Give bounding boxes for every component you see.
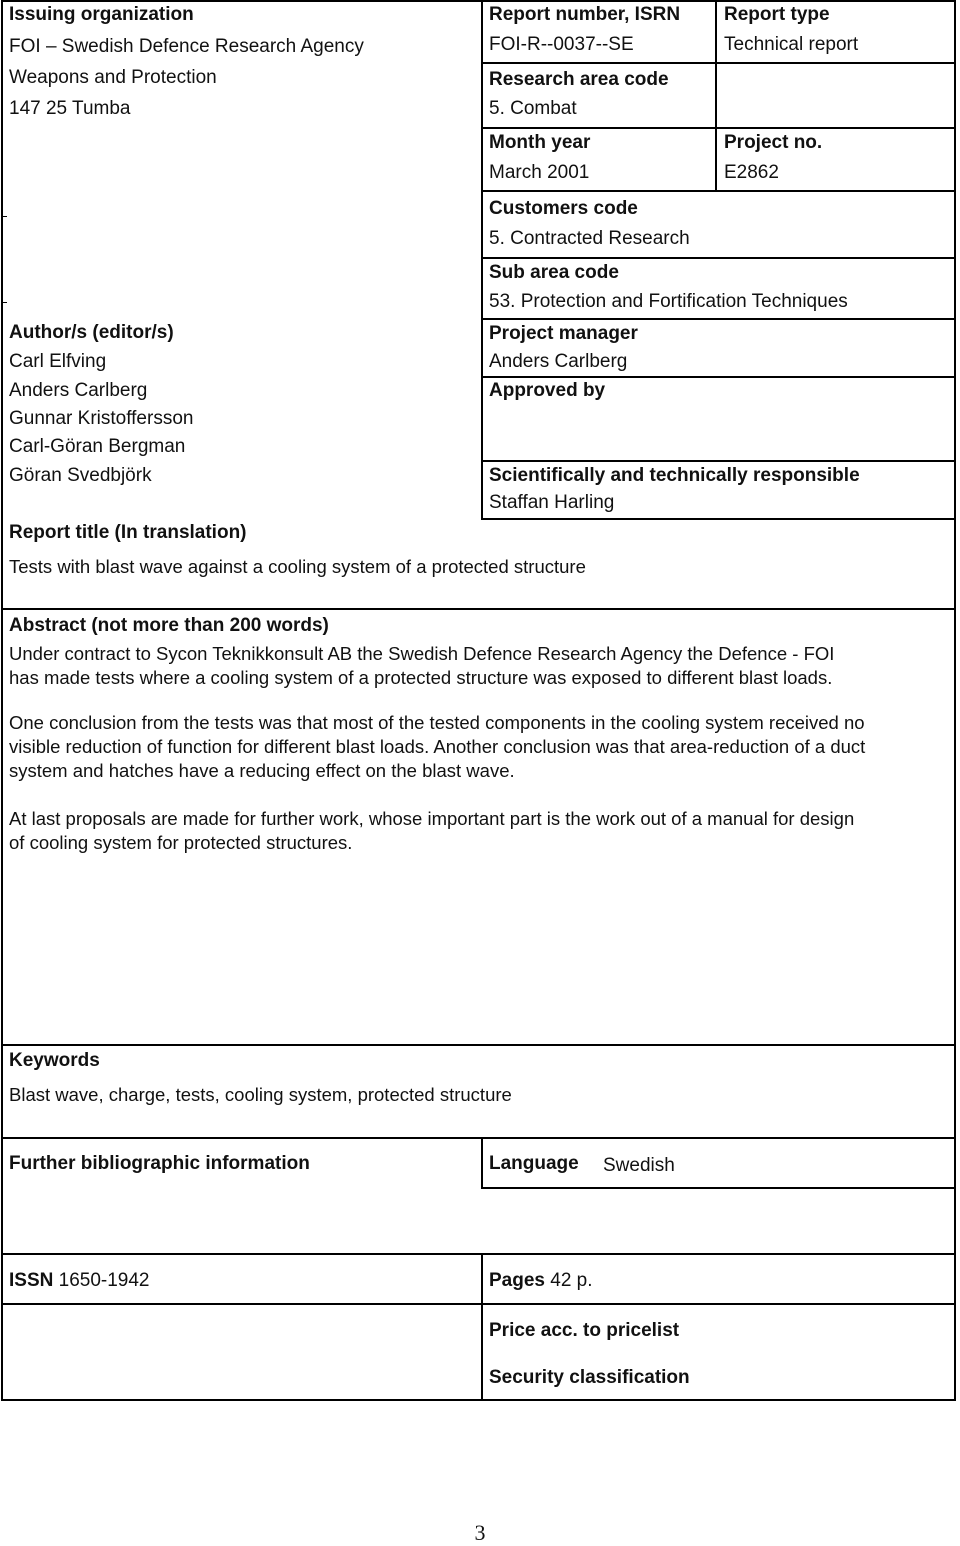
research-area-label: Research area code xyxy=(489,69,669,90)
responsible-label: Scientifically and technically responsible xyxy=(489,465,860,486)
author-name: Gunnar Kristoffersson xyxy=(9,408,194,429)
issn-value: 1650-1942 xyxy=(58,1270,150,1291)
abstract-paragraph-2: One conclusion from the tests was that most of the tested components in the cooling system received no visible reduction of function for different blast loads. Another conclusion was that area-reduction of a duct system and hatches have a reducing effect on the blast wave. xyxy=(9,712,866,781)
author-name: Carl Elfving xyxy=(9,351,107,372)
sub-area-label: Sub area code xyxy=(489,262,619,283)
issn-field xyxy=(9,1270,150,1292)
sub-area-value: 53. Protection and Fortification Techniques xyxy=(489,291,848,312)
further-bibliographic-label: Further bibliographic information xyxy=(9,1153,310,1174)
month-year-value: March 2001 xyxy=(489,162,590,183)
customers-code-value: 5. Contracted Research xyxy=(489,228,690,249)
abstract-paragraph-3: At last proposals are made for further work, whose important part is the work out of a manual for design of cooling system for protected structures. xyxy=(9,808,855,853)
abstract-paragraph-1: Under contract to Sycon Teknikkonsult AB the Swedish Defence Research Agency the Defence - FOI has made tests where a cooling system of a protected structure was exposed to different blast loads. xyxy=(9,643,835,688)
issn-label: ISSN xyxy=(9,1270,54,1291)
author-name: Carl-Göran Bergman xyxy=(9,436,186,457)
project-no-label: Project no. xyxy=(724,132,823,153)
authors-label: Author/s (editor/s) xyxy=(9,322,174,343)
report-number-label: Report number, ISRN xyxy=(489,4,681,25)
project-no-value: E2862 xyxy=(724,162,779,183)
language-label: Language xyxy=(489,1153,579,1174)
issuing-org-label: Issuing organization xyxy=(9,4,194,25)
pages-label: Pages xyxy=(489,1270,545,1291)
research-area-value: 5. Combat xyxy=(489,98,577,119)
author-name: Anders Carlberg xyxy=(9,380,148,401)
approved-by-label: Approved by xyxy=(489,380,606,401)
author-name: Göran Svedbjörk xyxy=(9,465,152,486)
pages-field xyxy=(489,1270,593,1292)
language-value: Swedish xyxy=(603,1155,675,1176)
responsible-value: Staffan Harling xyxy=(489,492,615,513)
issuing-org-line1: FOI – Swedish Defence Research Agency xyxy=(9,36,364,57)
abstract-label: Abstract (not more than 200 words) xyxy=(9,615,329,636)
customers-code-label: Customers code xyxy=(489,198,638,219)
security-classification-label: Security classification xyxy=(489,1367,690,1388)
report-number-value: FOI-R--0037--SE xyxy=(489,34,634,55)
report-type-value: Technical report xyxy=(724,34,859,55)
pages-value: 42 p. xyxy=(550,1270,593,1291)
month-year-label: Month year xyxy=(489,132,591,153)
keywords-label: Keywords xyxy=(9,1050,100,1071)
price-label: Price acc. to pricelist xyxy=(489,1320,680,1341)
project-manager-value: Anders Carlberg xyxy=(489,351,628,372)
page-number: 3 xyxy=(474,1520,486,1545)
report-type-label: Report type xyxy=(724,4,830,25)
keywords-value: Blast wave, charge, tests, cooling system, protected structure xyxy=(9,1084,512,1105)
issuing-org-line2: Weapons and Protection xyxy=(9,67,217,88)
report-title-value: Tests with blast wave against a cooling system of a protected structure xyxy=(9,556,586,577)
project-manager-label: Project manager xyxy=(489,323,638,344)
issuing-org-line3: 147 25 Tumba xyxy=(9,98,131,119)
report-title-label: Report title (In translation) xyxy=(9,522,247,543)
